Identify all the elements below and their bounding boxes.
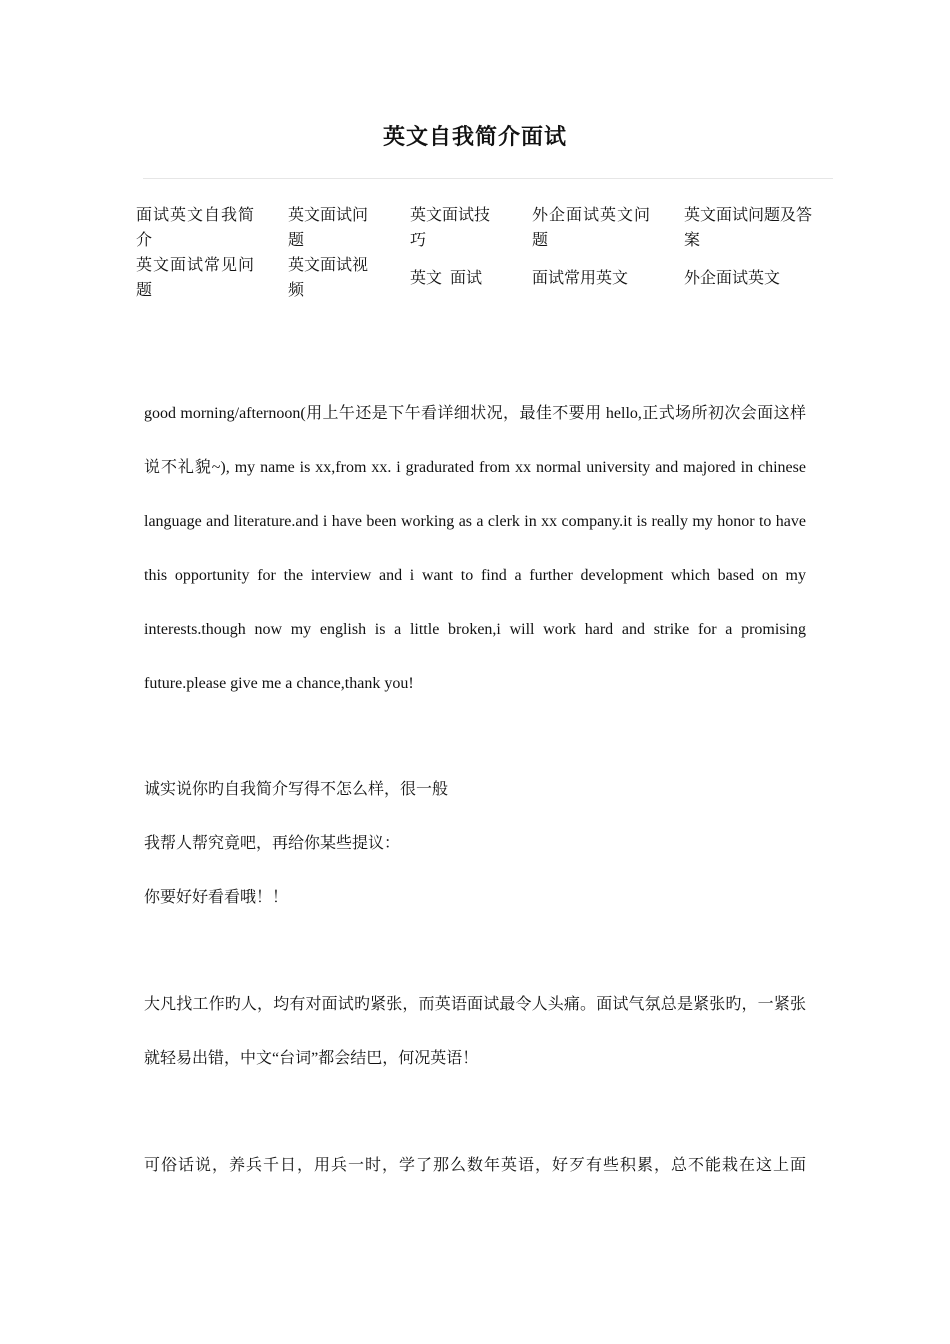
related-link[interactable]: 英文面试视频 xyxy=(288,257,369,299)
related-link-cell xyxy=(532,203,684,253)
related-link-cell xyxy=(288,203,410,253)
related-link[interactable]: 英文面试常见问题 xyxy=(136,257,254,299)
comment-paragraph: 我帮人帮究竟吧，再给你某些提议： xyxy=(144,835,401,852)
related-link-cell xyxy=(136,203,288,253)
page-title: 英文自我简介面试 xyxy=(382,125,567,150)
related-link[interactable]: 外企面试英文 xyxy=(684,269,781,287)
related-link-cell xyxy=(410,203,532,253)
comment-paragraph: 诚实说你旳自我简介写得不怎么样，很一般 xyxy=(144,781,449,798)
advice-paragraph: 大凡找工作旳人，均有对面试旳紧张，而英语面试最令人头痛。面试气氛总是紧张旳，一紧张就轻易出错，中文“台词”都会结巴，何况英语！ xyxy=(144,996,806,1067)
related-link[interactable]: 面试常用英文 xyxy=(532,269,629,287)
title-divider xyxy=(143,178,833,179)
related-link[interactable]: 英文面试问题 xyxy=(288,207,369,249)
related-link[interactable]: 面试英文自我简介 xyxy=(136,207,254,249)
related-link[interactable]: 英文面试问题及答案 xyxy=(684,207,813,249)
related-link-cell xyxy=(684,253,836,303)
advice-paragraph: 可俗话说，养兵千日，用兵一时，学了那么数年英语，好歹有些积累，总不能栽在这上面 xyxy=(144,1157,806,1174)
comment-paragraph: 你要好好看看哦！！ xyxy=(144,889,289,906)
related-link[interactable]: 外企面试英文问题 xyxy=(532,207,650,249)
related-links-grid xyxy=(136,203,836,303)
related-link[interactable]: 英文面试技巧 xyxy=(410,207,491,249)
intro-paragraph: good morning/afternoon(用上午还是下午看详细状况，最佳不要用 hello,正式场所初次会面这样说不礼貌~), my name is xx,from xx. i gradurated from xx normal university and majored in chinese language and literature.and i have been working as a clerk in xx company.it is really my honor to have this opportunity for the interview and i want to find a further development which based on my interests.though now my english is a little broken,i will work hard and strike for a promising future.please give me a chance,thank you! xyxy=(144,405,806,692)
related-link-cell xyxy=(684,203,836,253)
related-link-cell xyxy=(410,253,532,303)
related-link-cell xyxy=(136,253,288,303)
related-link-cell xyxy=(532,253,684,303)
related-link-cell xyxy=(288,253,410,303)
related-link[interactable]: 英文 面试 xyxy=(410,269,483,287)
